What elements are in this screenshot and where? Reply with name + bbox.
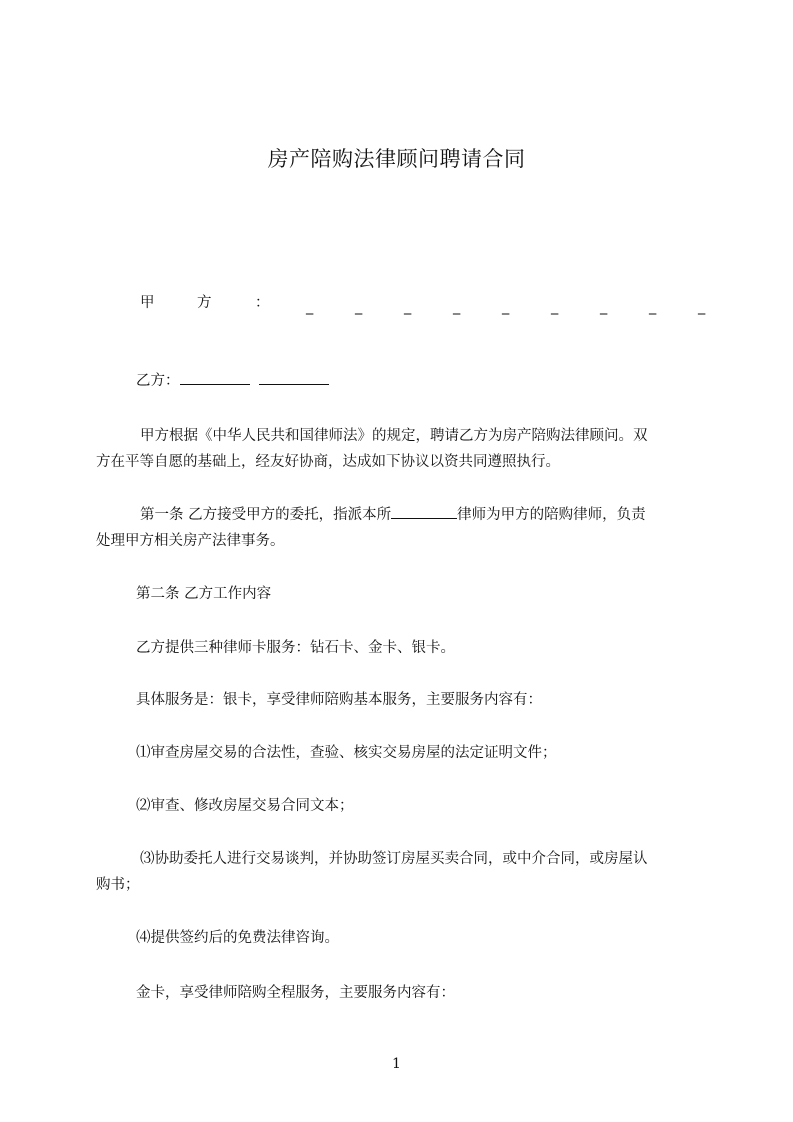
gold-card-intro: 金卡，享受律师陪购全程服务，主要服务内容有： — [136, 985, 455, 1001]
party-b-label: 乙方： — [136, 373, 180, 389]
blank-mark: _ — [649, 299, 657, 315]
article-2-heading: 第二条 乙方工作内容 — [136, 586, 272, 602]
article-1-text-before: 第一条 乙方接受甲方的委托，指派本所 — [140, 507, 392, 523]
intro-line-2: 方在平等自愿的基础上，经友好协商，达成如下协议以资共同遵照执行。 — [96, 454, 560, 470]
card-types: 乙方提供三种律师卡服务：钻石卡、金卡、银卡。 — [136, 640, 455, 656]
article-1-line-1 — [136, 505, 715, 525]
blank-mark: _ — [600, 299, 608, 315]
intro-line-1: 甲方根据《中华人民共和国律师法》的规定，聘请乙方为房产陪购法律顾问。双 — [140, 428, 648, 444]
service-item-1: ⑴审查房屋交易的合法性，查验、核实交易房屋的法定证明文件； — [136, 745, 557, 761]
party-a-colon: ： — [255, 295, 270, 311]
article-1-text-after: 律师为甲方的陪购律师，负责 — [457, 507, 646, 523]
blank-mark: _ — [306, 299, 314, 315]
blank-mark: _ — [453, 299, 461, 315]
document-title: 房产陪购法律顾问聘请合同 — [267, 147, 526, 171]
blank-mark: _ — [551, 299, 559, 315]
silver-card-intro: 具体服务是：银卡，享受律师陪购基本服务，主要服务内容有： — [136, 692, 542, 708]
service-item-3-line-1: ⑶协助委托人进行交易谈判，并协助签订房屋买卖合同，或中介合同，或房屋认 — [140, 851, 648, 867]
service-item-4: ⑷提供签约后的免费法律咨询。 — [136, 930, 339, 946]
party-a-char-1: 甲 — [140, 295, 155, 311]
blank-mark: _ — [502, 299, 510, 315]
party-b-blank-2 — [259, 372, 329, 385]
party-b-line — [136, 371, 711, 391]
service-item-3-line-2: 购书； — [96, 877, 140, 893]
service-item-2: ⑵审查、修改房屋交易合同文本； — [136, 798, 354, 814]
article-1-line-2: 处理甲方相关房产法律事务。 — [96, 533, 285, 549]
party-a-char-2: 方 — [197, 295, 212, 311]
blank-mark: _ — [404, 299, 412, 315]
blank-mark: _ — [355, 299, 363, 315]
lawyer-name-blank — [391, 506, 457, 519]
party-a-blank-marks — [306, 299, 706, 315]
blank-mark: _ — [698, 299, 706, 315]
party-b-blank-1 — [180, 372, 250, 385]
page-number: 1 — [392, 1056, 401, 1072]
party-a-line — [136, 291, 711, 315]
